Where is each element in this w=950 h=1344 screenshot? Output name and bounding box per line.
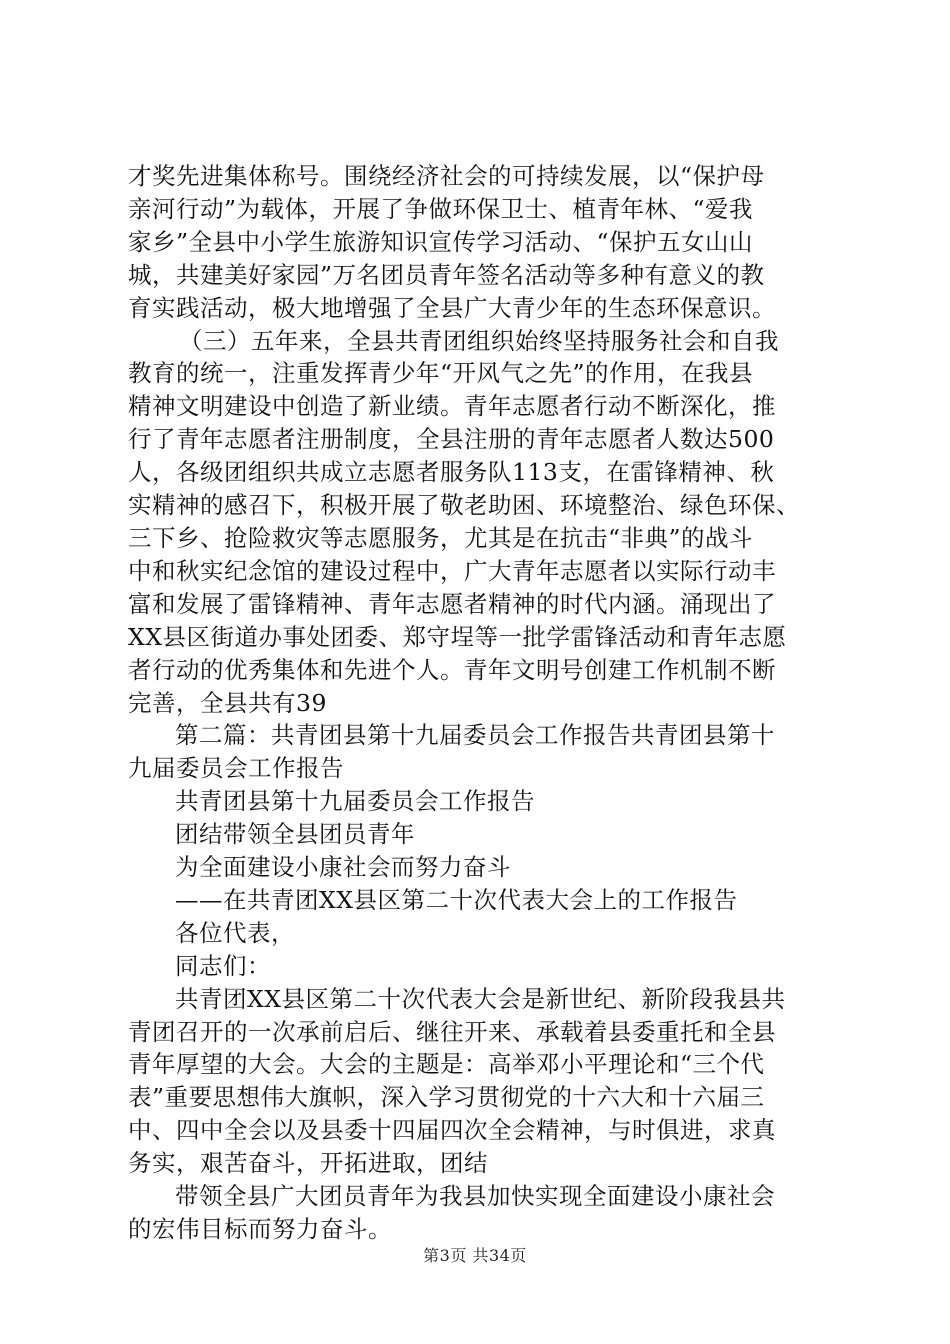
text-line: 务实，艰苦奋斗，开拓进取，团结: [128, 1149, 488, 1178]
text-line: 育实践活动，极大地增强了全县广大青少年的生态环保意识。: [128, 293, 776, 322]
text-line: 精神文明建设中创造了新业绩。青年志愿者行动不断深化，推: [128, 392, 776, 421]
text-line: 者行动的优秀集体和先进个人。青年文明号创建工作机制不断: [128, 655, 776, 684]
text-line: 实精神的感召下，积极开展了敬老助困、环境整治、绿色环保、: [128, 491, 800, 520]
text-line: 表”重要思想伟大旗帜，深入学习贯彻党的十六大和十六届三: [128, 1083, 765, 1112]
text-line: 中、四中全会以及县委十四届四次全会精神，与时俱进，求真: [128, 1116, 776, 1145]
text-line: 富和发展了雷锋精神、青年志愿者精神的时代内涵。涌现出了: [128, 589, 776, 618]
text-line: 家乡”全县中小学生旅游知识宣传学习活动、“保护五女山山: [128, 227, 754, 256]
text-line: 教育的统一，注重发挥青少年“开风气之先”的作用，在我县: [128, 359, 754, 388]
text-line: 共青团县第十九届委员会工作报告: [175, 787, 535, 816]
text-line: 中和秋实纪念馆的建设过程中，广大青年志愿者以实际行动丰: [128, 556, 776, 585]
text-line: 青团召开的一次承前启后、继往开来、承载着县委重托和全县: [128, 1017, 776, 1046]
text-line: 才奖先进集体称号。围绕经济社会的可持续发展，以“保护母: [128, 162, 765, 190]
text-line: 城，共建美好家园”万名团员青年签名活动等多种有意义的教: [128, 260, 765, 289]
text-line: 人，各级团组织共成立志愿者服务队113支，在雷锋精神、秋: [128, 458, 775, 487]
text-line: 完善，全县共有39: [128, 688, 327, 717]
document-body: [128, 160, 838, 1246]
text-line: 青年厚望的大会。大会的主题是：高举邓小平理论和“三个代: [128, 1050, 765, 1079]
text-line: 同志们：: [175, 951, 271, 980]
text-line: XX县区街道办事处团委、郑守埕等一批学雷锋活动和青年志愿: [128, 622, 787, 651]
text-line: 的宏伟目标而努力奋斗。: [128, 1215, 392, 1243]
text-line: 三下乡、抢险救灾等志愿服务，尤其是在抗击“非典”的战斗: [128, 523, 754, 552]
text-line: 第二篇：共青团县第十九届委员会工作报告共青团县第十: [175, 721, 775, 750]
text-line: 行了青年志愿者注册制度，全县注册的青年志愿者人数达500: [128, 425, 775, 454]
text-line: ——在共青团XX县区第二十次代表大会上的工作报告: [175, 885, 738, 914]
text-line: （三）五年来，全县共青团组织始终坚持服务社会和自我: [179, 326, 779, 355]
text-line: 各位代表，: [175, 918, 295, 947]
text-line: 带领全县广大团员青年为我县加快实现全面建设小康社会: [175, 1182, 775, 1211]
text-line: 九届委员会工作报告: [128, 754, 344, 783]
text-line: 共青团XX县区第二十次代表大会是新世纪、新阶段我县共: [175, 984, 786, 1013]
page-number-footer: 第3页 共34页: [423, 1246, 527, 1265]
text-line: 亲河行动”为载体，开展了争做环保卫士、植青年林、“爱我: [128, 194, 754, 223]
text-line: 团结带领全县团员青年: [175, 820, 415, 849]
text-line: 为全面建设小康社会而努力奋斗: [175, 853, 511, 882]
